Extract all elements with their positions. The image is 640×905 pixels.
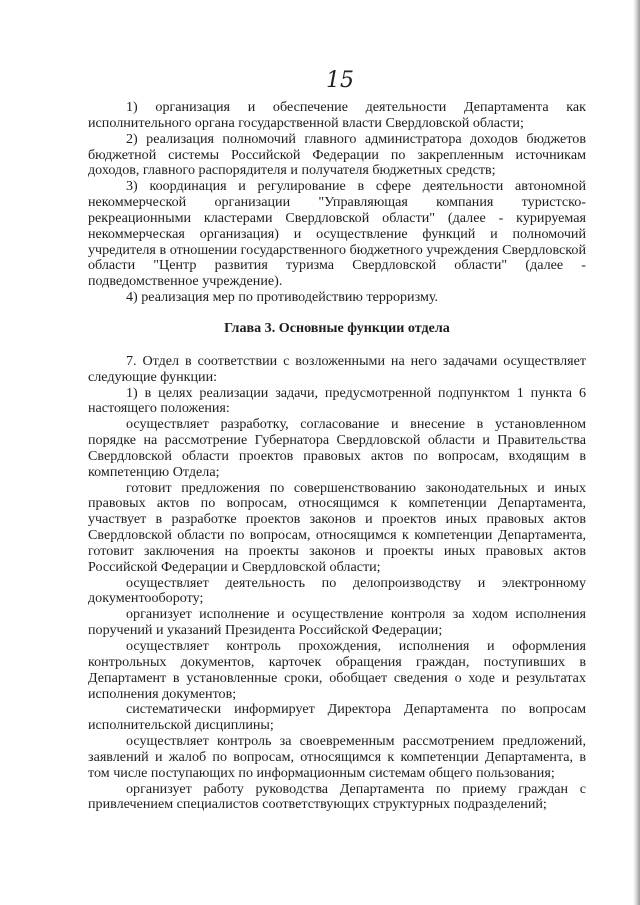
paragraph: 1) организация и обеспечение деятельности Департамента как исполнительного органа государственной власти Свердловской области;: [88, 99, 586, 131]
document-body: [88, 100, 586, 813]
paragraph: 3) координация и регулирование в сфере деятельности автономной некоммерческой организации "Управляющая компания туристско-рекреационными кластерами Свердловской области" (далее - курируемая некоммерческая организация) и осуществление функций и полномочий учредителя в отношении государственного бюджетного учреждения Свердловской области "Центр развития туризма Свердловской области" (далее - подведомственное учреждение).: [88, 178, 586, 290]
paragraph: осуществляет контроль за своевременным рассмотрением предложений, заявлений и жалоб по вопросам, относящимся к компетенции Департамента, в том числе поступающих по информационным системам общего пользования;: [88, 733, 586, 781]
paragraph: 2) реализация полномочий главного администратора доходов бюджетов бюджетной системы Российской Федерации по закрепленным источникам доходов, главного распорядителя и получателя бюджетных средств;: [88, 130, 586, 179]
paragraph: осуществляет деятельность по делопроизводству и электронному документообороту;: [88, 574, 586, 607]
paragraph: 4) реализация мер по противодействию терроризму.: [126, 289, 439, 306]
scan-edge-shadow: [633, 0, 640, 905]
paragraph: осуществляет разработку, согласование и внесение в установленном порядке на рассмотрение Губернатора Свердловской области и Правительства Свердловской области проектов правовых актов по вопросам, входящим в компетенцию Отдела;: [88, 416, 586, 480]
paragraph: осуществляет контроль прохождения, исполнения и оформления контрольных документов, карточек обращения граждан, поступивших в Департамент в установленные сроки, обобщает сведения о ходе и результатах исполнения документов;: [88, 638, 586, 702]
paragraph: организует исполнение и осуществление контроля за ходом исполнения поручений и указаний Президента Российской Федерации;: [88, 606, 586, 639]
paragraph: готовит предложения по совершенствованию законодательных и иных правовых актов по вопросам, относящимся к компетенции Департамента, участвует в разработке проектов законов и проектов иных правовых актов Свердловской области по вопросам, относящимся к компетенции Департамента, готовит заключения на проекты законов и проекты иных правовых актов Российской Федерации и Свердловской области;: [88, 479, 586, 575]
paragraph: организует работу руководства Департамента по приему граждан с привлечением специалистов соответствующих структурных подразделений;: [88, 780, 586, 813]
paragraph: 1) в целях реализации задачи, предусмотренной подпунктом 1 пункта 6 настоящего положения:: [88, 384, 586, 417]
chapter-title: Глава 3. Основные функции отдела: [224, 319, 450, 336]
paragraph: систематически информирует Директора Департамента по вопросам исполнительской дисциплины;: [88, 701, 586, 734]
paragraph: 7. Отдел в соответствии с возложенными на него задачами осуществляет следующие функции:: [88, 352, 586, 385]
page-number: 15: [326, 68, 354, 93]
